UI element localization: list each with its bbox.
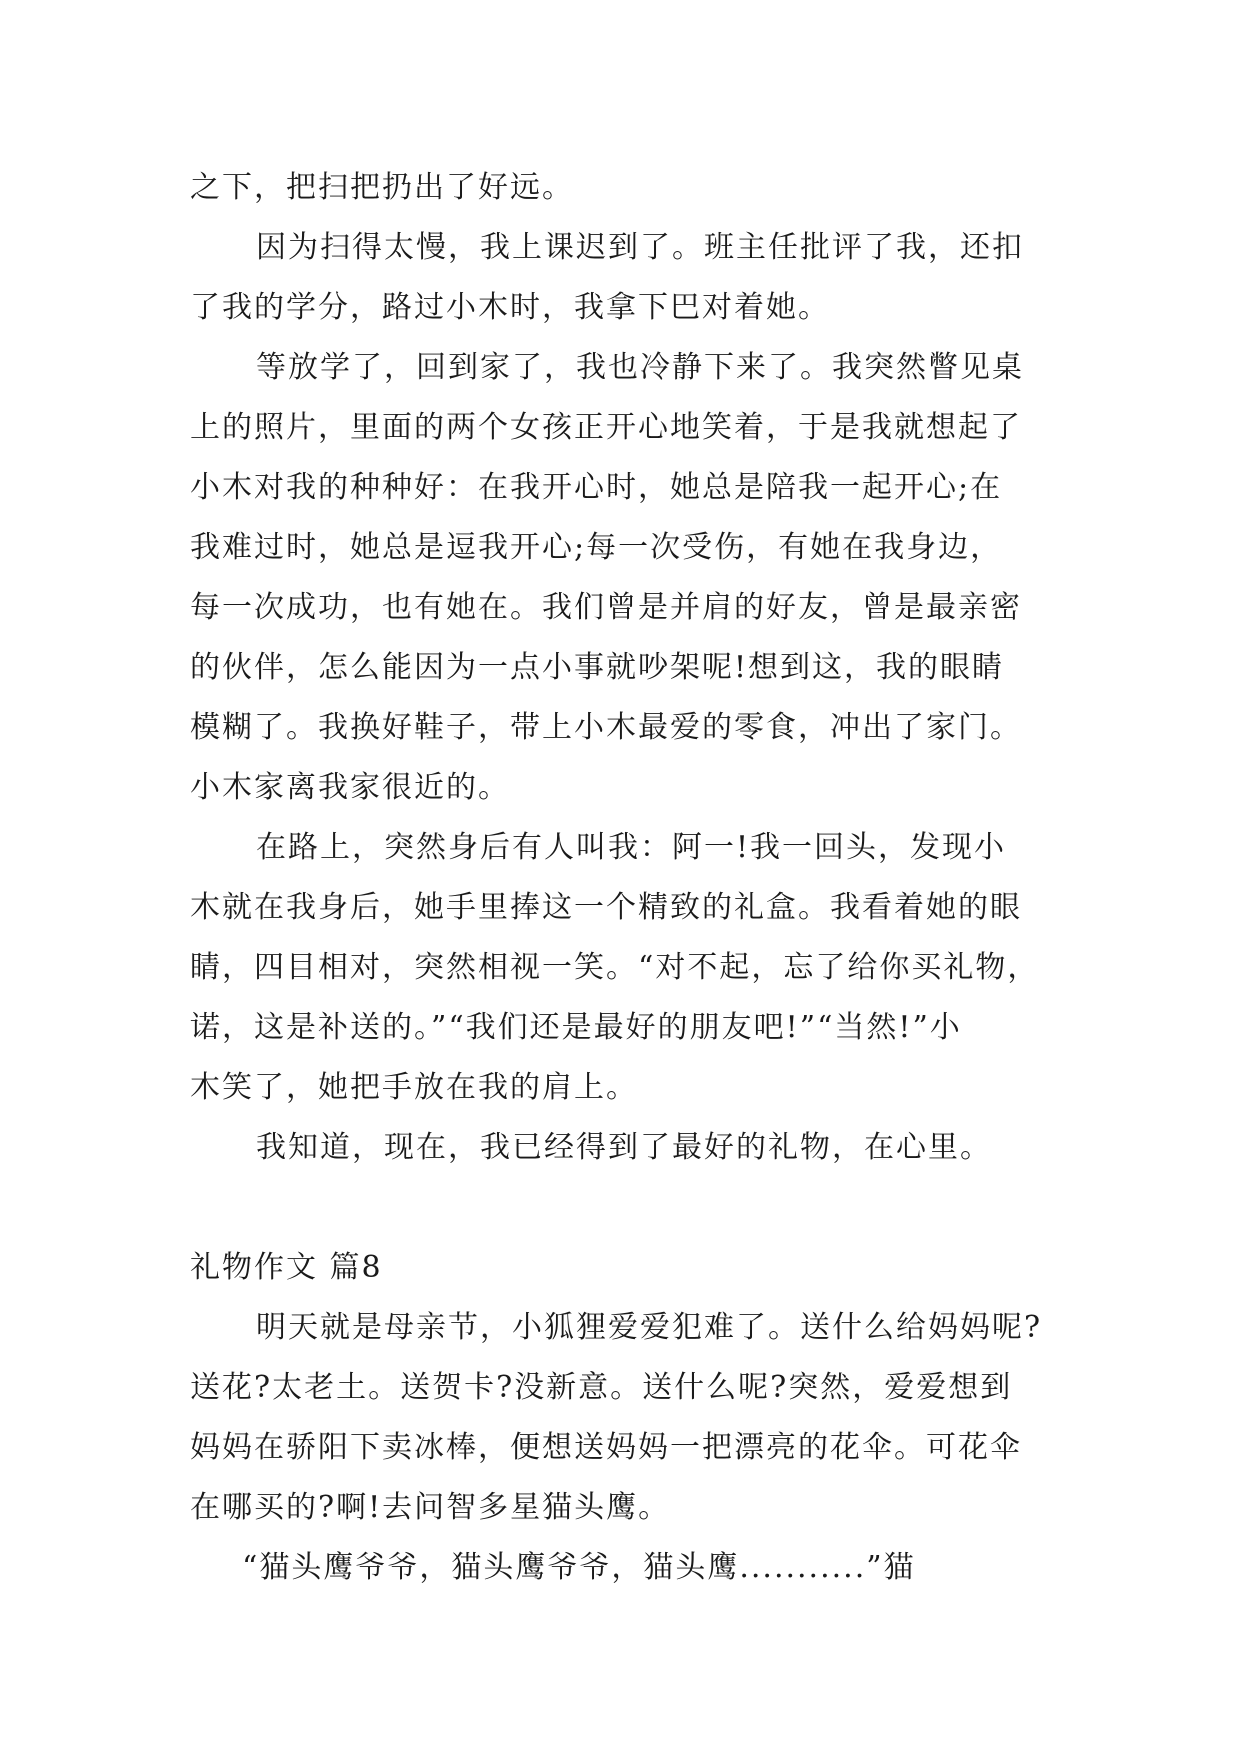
paragraph-line: 我难过时，她总是逗我开心;每一次受伤，有她在我身边， (190, 530, 1003, 565)
paragraph-line: 了我的学分，路过小木时，我拿下巴对着她。 (190, 290, 830, 325)
paragraph-line: 木就在我身后，她手里捧这一个精致的礼盒。我看着她的眼 (190, 890, 1022, 925)
paragraph-line: 在哪买的?啊!去问智多星猫头鹰。 (190, 1490, 671, 1525)
article-body (190, 158, 1070, 1598)
paragraph-line: 诺，这是补送的。”“我们还是最好的朋友吧!”“当然!”小 (190, 1010, 962, 1045)
paragraph-line: 我知道，现在，我已经得到了最好的礼物，在心里。 (256, 1130, 992, 1165)
paragraph-line: “猫头鹰爷爷，猫头鹰爷爷，猫头鹰...........”猫 (242, 1550, 916, 1585)
paragraph-line: 等放学了，回到家了，我也冷静下来了。我突然瞥见桌 (256, 350, 1024, 385)
paragraph-line: 木笑了，她把手放在我的肩上。 (190, 1070, 638, 1105)
paragraph-line: 模糊了。我换好鞋子，带上小木最爱的零食，冲出了家门。 (190, 710, 1022, 745)
paragraph-line: 上的照片，里面的两个女孩正开心地笑着，于是我就想起了 (190, 410, 1022, 445)
paragraph-line: 之下，把扫把扔出了好远。 (190, 170, 574, 205)
paragraph-line: 在路上，突然身后有人叫我：阿一!我一回头，发现小 (256, 830, 1007, 865)
paragraph-line: 妈妈在骄阳下卖冰棒，便想送妈妈一把漂亮的花伞。可花伞 (190, 1430, 1022, 1465)
section-heading: 礼物作文 篇8 (190, 1250, 383, 1285)
paragraph-line: 的伙伴，怎么能因为一点小事就吵架呢!想到这，我的眼睛 (190, 650, 1005, 685)
paragraph-line: 小木对我的种种好：在我开心时，她总是陪我一起开心;在 (190, 470, 1003, 505)
paragraph-line: 睛，四目相对，突然相视一笑。“对不起，忘了给你买礼物， (190, 950, 1040, 985)
paragraph-line: 送花?太老土。送贺卡?没新意。送什么呢?突然，爱爱想到 (190, 1370, 1013, 1405)
paragraph-line: 因为扫得太慢，我上课迟到了。班主任批评了我，还扣 (256, 230, 1024, 265)
paragraph-line: 每一次成功，也有她在。我们曾是并肩的好友，曾是最亲密 (190, 590, 1022, 625)
paragraph-line: 小木家离我家很近的。 (190, 770, 510, 805)
paragraph-line: 明天就是母亲节，小狐狸爱爱犯难了。送什么给妈妈呢? (256, 1310, 1043, 1345)
